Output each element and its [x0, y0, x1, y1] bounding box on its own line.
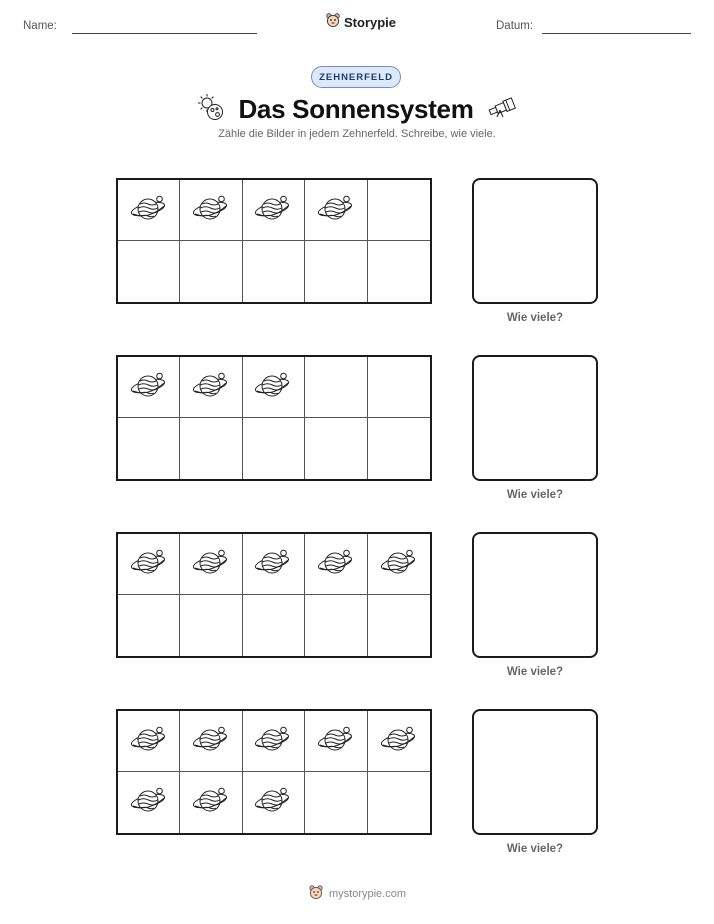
ten-frame-cell: [118, 180, 180, 241]
worksheet-type-badge: ZEHNERFELD: [311, 66, 401, 88]
planet-icon: [130, 547, 168, 582]
ten-frame-cell: [180, 595, 242, 656]
planet-icon: [254, 370, 292, 405]
answer-label: Wie viele?: [506, 666, 564, 678]
planet-icon: [254, 785, 292, 820]
ten-frame-cell: [180, 711, 242, 772]
ten-frame-cell: [305, 418, 367, 479]
ten-frame-cell: [305, 534, 367, 595]
planet-icon: [130, 193, 168, 228]
ten-frame-cell: [118, 418, 180, 479]
answer-box[interactable]: [472, 532, 598, 658]
ten-frame-cell: [118, 711, 180, 772]
name-label: Name:: [23, 20, 57, 32]
ten-frame-cell: [118, 772, 180, 833]
ten-frame: [116, 355, 432, 481]
footer: [0, 884, 714, 903]
planet-icon: [192, 547, 230, 582]
planet-icon: [130, 724, 168, 759]
ten-frame-cell: [118, 241, 180, 302]
ten-frame-cell: [180, 241, 242, 302]
ten-frame-cell: [243, 357, 305, 418]
answer-label: Wie viele?: [506, 489, 564, 501]
brand-name: Storypie: [344, 15, 397, 30]
ten-frame-cell: [305, 595, 367, 656]
ten-frame-cell: [180, 180, 242, 241]
footer-url[interactable]: mystorypie.com: [328, 887, 407, 900]
planet-icon: [192, 724, 230, 759]
ten-frame-cell: [118, 595, 180, 656]
answer-label: Wie viele?: [506, 312, 564, 324]
answer-label: Wie viele?: [506, 843, 564, 855]
date-line[interactable]: [542, 33, 691, 34]
planet-icon: [192, 370, 230, 405]
planet-icon: [380, 724, 418, 759]
answer-box[interactable]: [472, 355, 598, 481]
name-line[interactable]: [72, 33, 257, 34]
ten-frame-cell: [305, 772, 367, 833]
title-row: [0, 92, 714, 127]
planet-icon: [254, 547, 292, 582]
ten-frame-cell: [180, 357, 242, 418]
ten-frame-cell: [305, 241, 367, 302]
ten-frame-cell: [305, 711, 367, 772]
answer-box[interactable]: [472, 709, 598, 835]
ten-frame-cell: [368, 418, 430, 479]
mascot-icon: [325, 12, 341, 33]
planet-icon: [130, 370, 168, 405]
planet-icon: [317, 193, 355, 228]
ten-frame-cell: [243, 595, 305, 656]
sun-moon-icon: [196, 92, 226, 127]
page-title: Das Sonnensystem: [238, 94, 474, 124]
ten-frame-cell: [305, 357, 367, 418]
instructions: Zähle die Bilder in jedem Zehnerfeld. Schreibe, wie viele.: [218, 128, 496, 140]
brand-logo: [325, 12, 396, 33]
ten-frame: [116, 709, 432, 835]
ten-frame: [116, 532, 432, 658]
ten-frame-cell: [305, 180, 367, 241]
ten-frame-cell: [180, 534, 242, 595]
ten-frame-cell: [368, 357, 430, 418]
ten-frame-cell: [243, 534, 305, 595]
ten-frame-cell: [180, 418, 242, 479]
planet-icon: [317, 724, 355, 759]
ten-frame-cell: [118, 357, 180, 418]
date-label: Datum:: [496, 20, 534, 32]
ten-frame-cell: [368, 595, 430, 656]
planet-icon: [254, 193, 292, 228]
ten-frame-cell: [368, 534, 430, 595]
ten-frame-cell: [243, 241, 305, 302]
ten-frame: [116, 178, 432, 304]
ten-frame-cell: [368, 180, 430, 241]
planet-icon: [317, 547, 355, 582]
answer-box[interactable]: [472, 178, 598, 304]
ten-frame-cell: [368, 711, 430, 772]
ten-frame-cell: [368, 241, 430, 302]
ten-frame-cell: [180, 772, 242, 833]
ten-frame-cell: [243, 180, 305, 241]
ten-frame-cell: [243, 772, 305, 833]
planet-icon: [192, 193, 230, 228]
planet-icon: [130, 785, 168, 820]
planet-icon: [380, 547, 418, 582]
ten-frame-cell: [243, 418, 305, 479]
planet-icon: [254, 724, 292, 759]
ten-frame-cell: [243, 711, 305, 772]
mascot-icon: [308, 884, 324, 903]
planet-icon: [192, 785, 230, 820]
ten-frame-cell: [118, 534, 180, 595]
ten-frame-cell: [368, 772, 430, 833]
telescope-icon: [486, 96, 518, 123]
